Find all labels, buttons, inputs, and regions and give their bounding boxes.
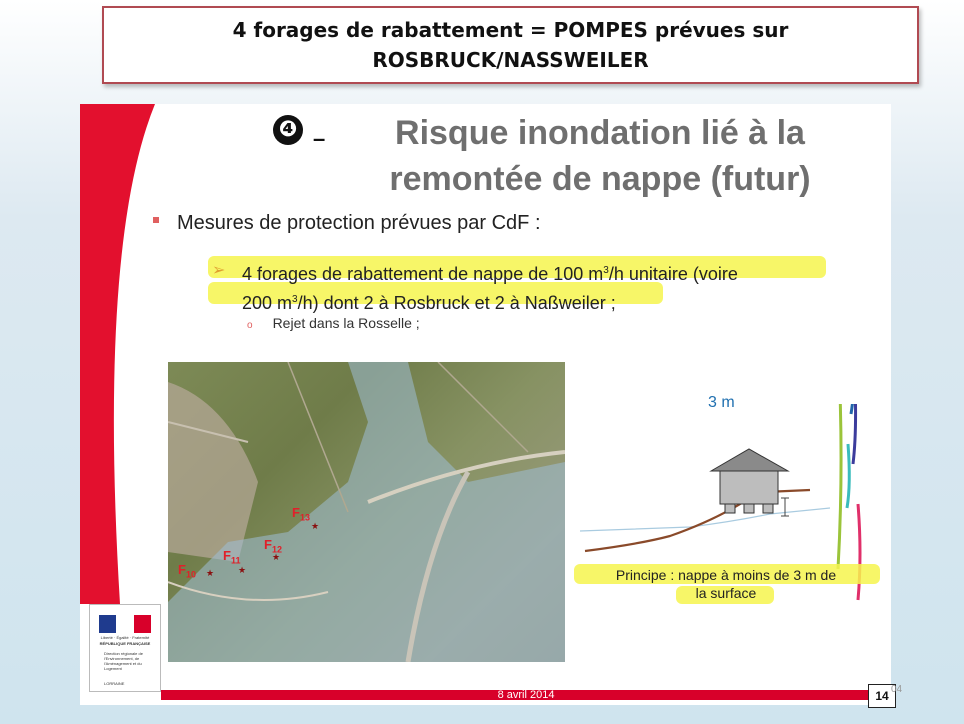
heading-dash: – [313,126,326,151]
banner-line-1: 4 forages de rabattement = POMPES prévues sur [232,18,789,42]
heading-line-2: remontée de nappe (futur) [389,160,811,198]
map-marker-star-icon: ★ [238,565,247,575]
map-label-f11: $F_{11}$ [223,548,241,566]
slide-title-banner [102,6,919,84]
circle-bullet-icon: o [247,320,253,331]
principe-line-2: la surface [695,585,757,601]
republique-logo [89,604,161,692]
step-number-icon: ❹ [273,115,303,145]
slide-heading [280,110,880,202]
heading-line-1: Risque inondation lié à la [395,114,805,152]
banner-line-2: ROSBRUCK/NASSWEILER [372,48,649,72]
sub-bullet-line-2: 200 $m^3/h$) dont 2 à Rosbruck et 2 à Naßweiler ; [242,293,616,313]
map-marker-star-icon: ★ [272,552,281,562]
slide-content [80,104,891,705]
logo-republique: RÉPUBLIQUE FRANÇAISE [99,641,151,646]
logo-region: LORRAINE [104,681,125,686]
red-side-band [80,104,159,604]
bullet-square-icon [153,217,159,223]
map-graphic [168,362,565,662]
map-label-f12: $F_{12}$ [264,537,282,555]
sub-bullet-line-1: 4 forages de rabattement de nappe de 100 $m^3/h$ unitaire (voire [242,264,738,284]
bullet-protection [153,212,541,235]
arrow-bullet-icon: ➢ [212,262,226,279]
map-marker-star-icon: ★ [311,521,320,531]
principe-caption [566,566,886,602]
french-flag-icon [99,615,151,633]
bullet-text: Mesures de protection prévues par CdF : [177,212,541,234]
map-label-f13: $F_{13}$ [292,505,310,523]
page-number-ghost: 04 [891,684,903,695]
aerial-map [168,362,565,662]
sub-item-rejet: o Rejet dans la Rosselle ; [247,315,420,331]
footer-date: 8 avril 2014 [497,689,555,701]
sub-bullet-forages [212,258,826,316]
depth-label: 3 m [708,394,735,411]
principe-line-1: Principe : nappe à moins de 3 m de [615,567,837,583]
logo-motto: Liberté · Égalité · Fraternité [100,635,150,640]
map-marker-star-icon: ★ [206,568,215,578]
page-number: 14 [868,684,896,708]
footer-bar [161,690,891,700]
logo-dreal-text: Direction régionale de l'Environnement, de l'Aménagement et du Logement [104,651,143,671]
map-label-f10: $F_{10}$ [178,562,196,580]
